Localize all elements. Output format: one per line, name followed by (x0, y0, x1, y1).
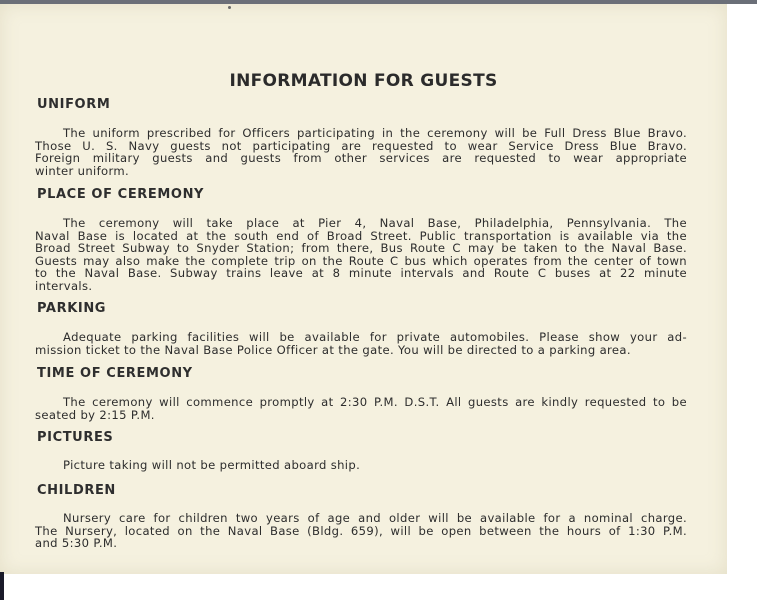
text-line: The ceremony will take place at Pier 4, Naval Base, Philadelphia, Pennsylvania. The (63, 216, 687, 230)
section-body-children (35, 512, 687, 550)
text-line: Adequate parking facilities will be available for private automobiles. Please show your ad- (63, 330, 687, 344)
section-heading-uniform: UNIFORM (37, 97, 111, 112)
section-heading-time-of-ceremony: TIME OF CEREMONY (37, 366, 193, 381)
text-line: Nursery care for children two years of age and older will be available for a nominal charge. (63, 511, 687, 525)
paper-speck (228, 6, 231, 9)
section-body-place-of-ceremony (35, 217, 687, 293)
section-body-uniform (35, 127, 687, 177)
section-heading-parking: PARKING (37, 301, 107, 316)
section-body-time-of-ceremony (35, 396, 687, 421)
text-line: Foreign military guests and guests from other services are requested to wear appropriate (35, 151, 687, 166)
text-line: The ceremony will commence promptly at 2:30 P.M. D.S.T. All guests are kindly requested to be (63, 395, 687, 409)
text-line: The uniform prescribed for Officers participating in the ceremony will be Full Dress Blue Bravo. (63, 126, 687, 140)
text-line: Guests may also make the complete trip on the Route C bus which operates from the center of town (35, 253, 687, 268)
text-line: mission ticket to the Naval Base Police Officer at the gate. You will be directed to a parking area. (35, 342, 631, 357)
section-heading-children: CHILDREN (37, 483, 116, 498)
text-line: The Nursery, located on the Naval Base (Bldg. 659), will be open between the hours of 1:30 P.M. (35, 523, 687, 538)
section-body-parking (35, 331, 687, 356)
text-line: Picture taking will not be permitted aboard ship. (63, 458, 361, 472)
section-heading-place-of-ceremony: PLACE OF CEREMONY (37, 187, 205, 202)
document-title: INFORMATION FOR GUESTS (229, 71, 498, 91)
section-heading-pictures: PICTURES (37, 430, 114, 445)
text-line: to the Naval Base. Subway trains leave at 8 minute intervals and Route C buses at 22 minute (35, 266, 687, 281)
section-body-pictures (35, 459, 687, 472)
text-line: intervals. (35, 278, 93, 293)
text-line: winter uniform. (35, 163, 130, 178)
text-line: Those U. S. Navy guests not participating are requested to wear Service Dress Blue Bravo. (35, 138, 687, 153)
text-line: seated by 2:15 P.M. (35, 407, 155, 422)
scan-margin (727, 4, 757, 600)
text-line: Broad Street Subway to Snyder Station; from there, Bus Route C may be taken to the Naval Base. (35, 241, 687, 256)
text-line: and 5:30 P.M. (35, 536, 118, 551)
text-line: Naval Base is located at the south end of Broad Street. Public transportation is available via the (35, 228, 687, 243)
scan-edge-mark (0, 572, 4, 600)
